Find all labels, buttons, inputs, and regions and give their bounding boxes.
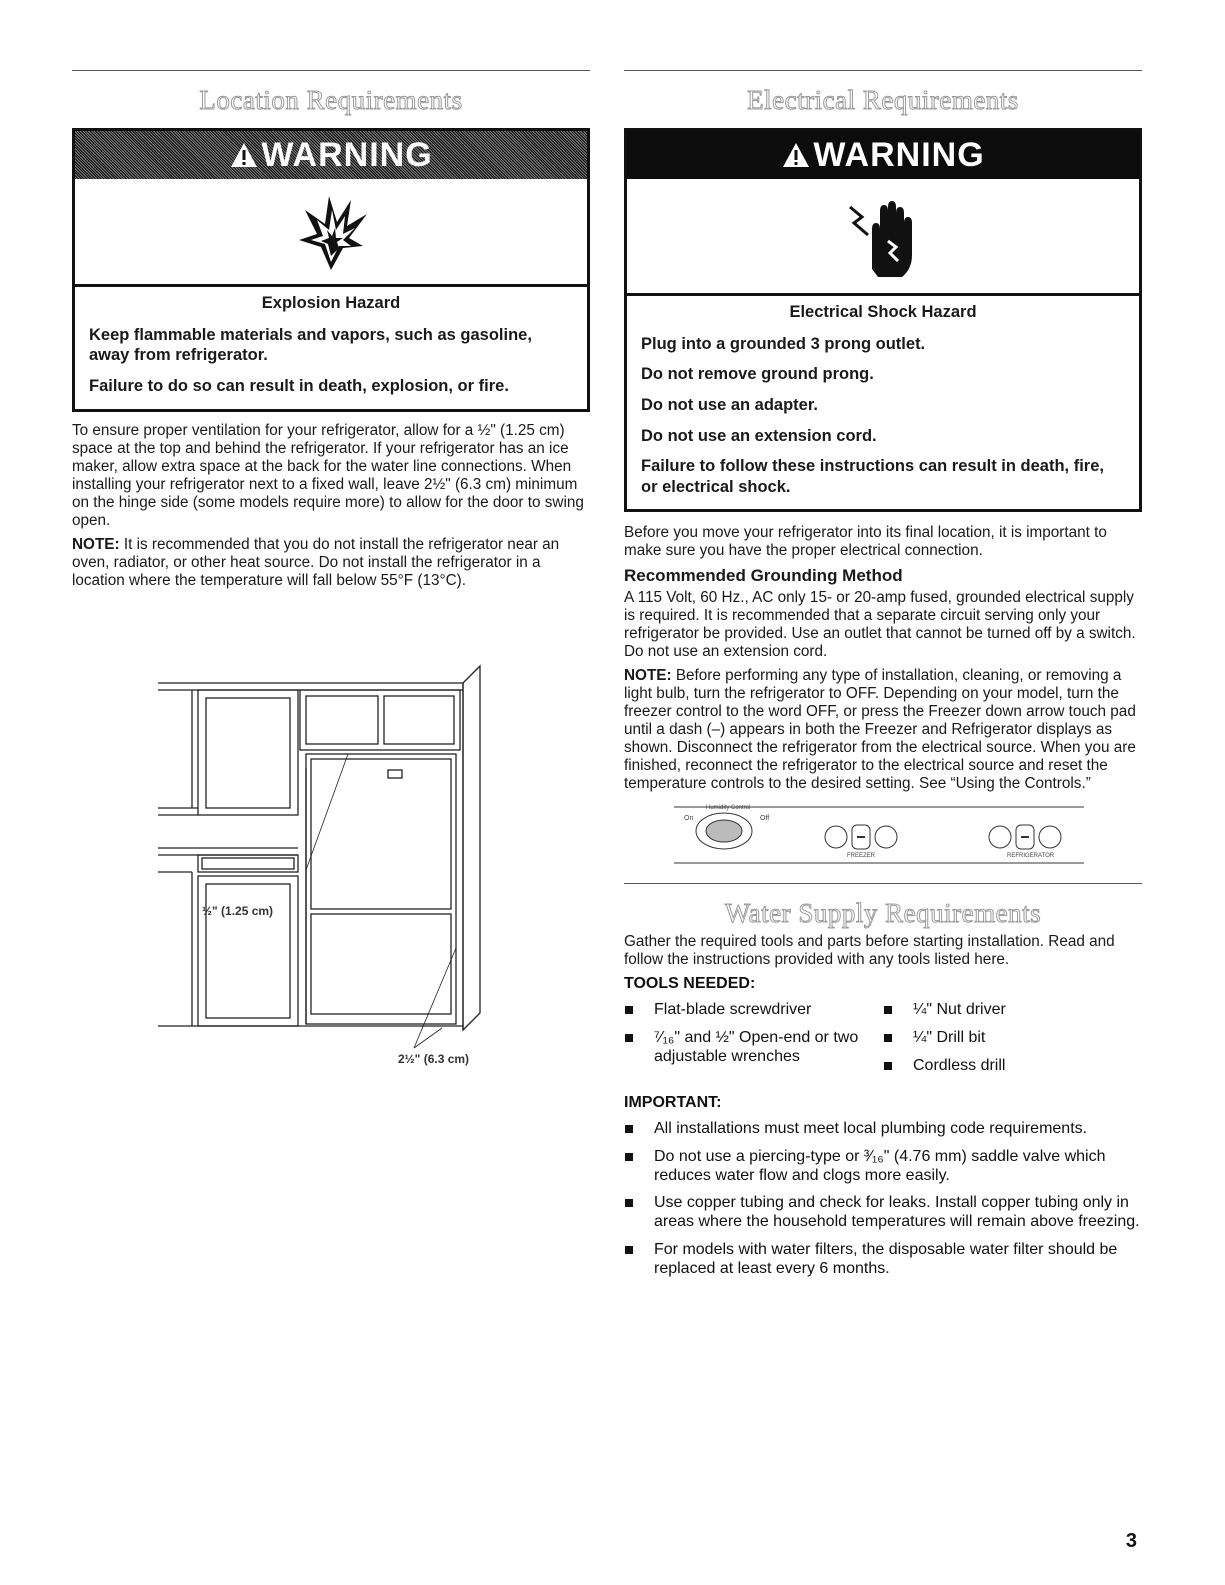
list-item: Cordless drill — [883, 1057, 1142, 1076]
left-column — [72, 70, 590, 1066]
page-number: 3 — [1125, 1530, 1137, 1552]
top-rule — [624, 70, 1142, 71]
warning-body — [627, 296, 1139, 509]
electric-shock-hand-icon — [848, 189, 918, 284]
grounding-paragraph: A 115 Volt, 60 Hz., AC only 15- or 20-amp fused, grounded electrical supply is required. It is recommended that a separate circuit serving only your refrigerator be provided. Use an outlet that cannot be turned off by a switch. Do not use an extension cord. — [624, 588, 1136, 660]
note-text: It is recommended that you do not install the refrigerator near an oven, radiator, or other heat source. Do not install the refrigerator in a location where the temperature will fall below 55°F (13°C). — [72, 535, 560, 589]
list-item: All installations must meet local plumbing code requirements. — [624, 1120, 1142, 1139]
location-body — [72, 422, 590, 590]
water-supply-title: Water Supply Requirements — [724, 898, 1042, 929]
list-item: ⁷⁄₁₆" and ½" Open-end or two adjustable wrenches — [624, 1029, 883, 1066]
explosion-icon-area — [75, 179, 587, 287]
refrigerator-label: REFRIGERATOR — [1007, 853, 1055, 860]
warning-header — [75, 131, 587, 179]
shock-warning-box — [624, 128, 1142, 512]
tools-list — [624, 1001, 1142, 1084]
warning-line: Do not use an extension cord. — [641, 426, 877, 445]
warning-label: WARNING — [813, 135, 985, 174]
important-list — [624, 1120, 1142, 1278]
control-panel-illustration — [624, 801, 1142, 871]
list-item: Flat-blade screwdriver — [624, 1001, 883, 1020]
shock-icon-area — [627, 179, 1139, 296]
water-intro: Gather the required tools and parts before starting installation. Read and follow the instructions provided with any tools listed here. — [624, 933, 1115, 969]
hazard-title: Explosion Hazard — [261, 294, 401, 312]
humidity-label: Humidity Control — [706, 805, 751, 812]
alert-triangle-icon — [781, 141, 811, 169]
warning-body — [75, 287, 587, 409]
list-item: ¼" Drill bit — [883, 1029, 1142, 1048]
right-column — [624, 70, 1142, 1287]
refrigerator-cabinet-diagram — [158, 648, 488, 1068]
on-label: On — [684, 815, 694, 823]
list-item: Do not use a piercing-type or ³⁄₁₆" (4.76 mm) saddle valve which reduces water flow and clogs more easily. — [624, 1148, 1142, 1185]
note-label: NOTE: — [72, 535, 120, 553]
off-label: Off — [760, 815, 770, 823]
alert-triangle-icon — [229, 141, 259, 169]
tools-heading: TOOLS NEEDED: — [624, 975, 756, 993]
warning-header — [627, 131, 1139, 179]
explosion-warning-box — [72, 128, 590, 412]
list-item: Use copper tubing and check for leaks. Install copper tubing only in areas where the household temperatures will remain above freezing. — [624, 1194, 1142, 1231]
water-section-rule — [624, 883, 1142, 884]
note-label: NOTE: — [624, 666, 672, 684]
note-paragraph — [624, 667, 1142, 793]
connection-paragraph: Before you move your refrigerator into its final location, it is important to make sure you have the proper electrical connection. — [624, 524, 1107, 560]
tools-column-1 — [624, 1001, 883, 1084]
note-paragraph — [72, 536, 590, 590]
list-item: For models with water filters, the disposable water filter should be replaced at least every 6 months. — [624, 1241, 1142, 1278]
warning-line: Do not use an adapter. — [641, 395, 818, 414]
warning-label: WARNING — [261, 135, 433, 174]
water-body — [624, 933, 1142, 969]
electrical-body — [624, 524, 1142, 793]
warning-line: Failure to follow these instructions can result in death, fire, or electrical shock. — [641, 457, 1104, 496]
tools-column-2 — [883, 1001, 1142, 1084]
electrical-requirements-title: Electrical Requirements — [747, 85, 1019, 115]
side-clearance-label: 2½" (6.3 cm) — [398, 1052, 470, 1066]
explosion-icon — [291, 192, 371, 272]
warning-line: Failure to do so can result in death, explosion, or fire. — [89, 376, 509, 395]
hazard-title: Electrical Shock Hazard — [789, 303, 977, 321]
important-heading: IMPORTANT: — [624, 1094, 722, 1112]
warning-line: Plug into a grounded 3 prong outlet. — [641, 334, 926, 353]
list-item: ¼" Nut driver — [883, 1001, 1142, 1020]
clearance-diagram — [158, 648, 488, 1068]
top-rule — [72, 70, 590, 71]
location-requirements-title: Location Requirements — [199, 85, 463, 115]
ventilation-paragraph: To ensure proper ventilation for your refrigerator, allow for a ½" (1.25 cm) space at the top and behind the refrigerator. If your refrigerator has an ice maker, allow extra space at the back for the water line connections. When installing your refrigerator next to a fixed wall, leave 2½" (6.3 cm) minimum on the hinge side (some models require more) to allow for the door to swing open. — [72, 421, 584, 529]
warning-line: Do not remove ground prong. — [641, 365, 874, 384]
warning-line: Keep flammable materials and vapors, such as gasoline, away from refrigerator. — [89, 325, 532, 365]
top-clearance-label: ½" (1.25 cm) — [202, 904, 274, 918]
grounding-heading: Recommended Grounding Method — [624, 566, 903, 586]
note-text: Before performing any type of installation, cleaning, or removing a light bulb, turn the refrigerator to OFF. Depending on your model, turn the freezer control to the word OFF, or press the Freezer down arrow touch pad until a dash (–) appears in both the Freezer and Refrigerator displays as shown. Disconnect the refrigerator from the electrical source. When you are finished, reconnect the refrigerator to the electrical source and reset the temperature controls to the desired setting. See “Using the Controls.” — [624, 666, 1136, 792]
control-panel-drawing — [624, 801, 1142, 871]
freezer-label: FREEZER — [847, 853, 876, 860]
